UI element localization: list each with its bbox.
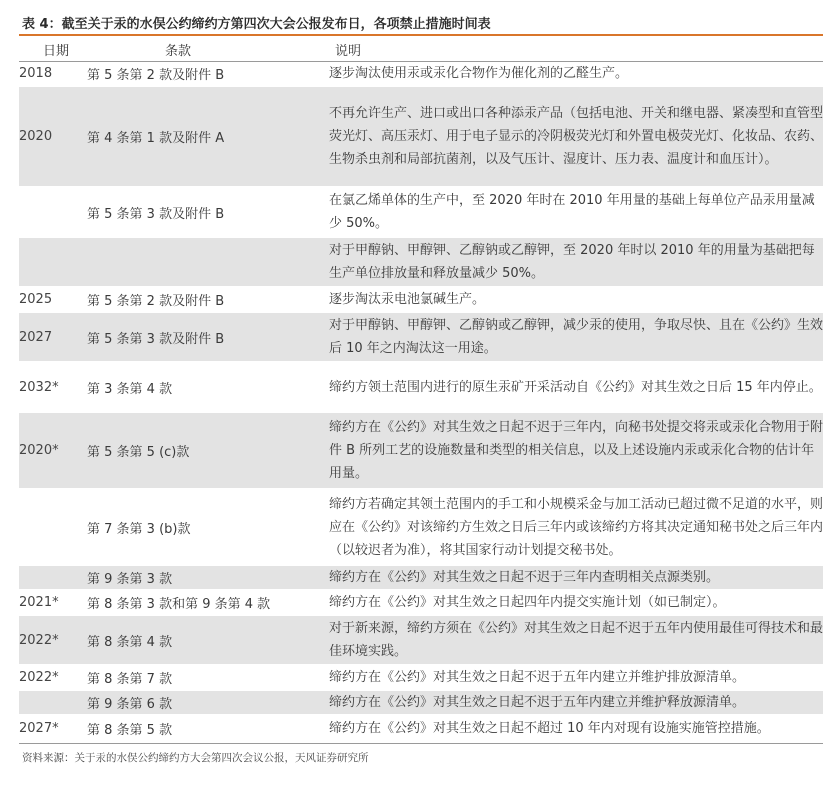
header-description: 说明 [329,37,823,62]
table-row [19,312,823,362]
cell-description: 缔约方领土范围内进行的原生汞矿开采活动自《公约》对其生效之日后 15 年内停止。 [329,362,823,412]
cell-description: 缔约方若确定其领土范围内的手工和小规模采金与加工活动已超过微不足道的水平，则应在《公约》对该缔约方生效之日后三年内或该缔约方将其决定通知秘书处之后三年内（以较迟者为准），将其国家行动计划提交秘书处。 [329,489,823,565]
cell-description: 缔约方在《公约》对其生效之日起不超过 10 年内对现有设施实施管控措施。 [329,715,823,740]
cell-date: 2022* [19,665,87,690]
table-row [19,237,823,287]
cell-description: 对于新来源，缔约方须在《公约》对其生效之日起不迟于五年内使用最佳可得技术和最佳环境实践。 [329,615,823,665]
cell-clause: 第 8 条第 7 款 [87,665,329,690]
table-body [19,62,823,741]
title-rule [19,34,823,36]
cell-clause: 第 5 条第 3 款及附件 B [87,312,329,362]
cell-description: 缔约方在《公约》对其生效之日起不迟于五年内建立并维护排放源清单。 [329,665,823,690]
table-row [19,565,823,590]
table-row [19,665,823,690]
cell-description: 缔约方在《公约》对其生效之日起不迟于三年内查明相关点源类别。 [329,565,823,590]
cell-clause: 第 7 条第 3 (b)款 [87,489,329,565]
cell-clause: 第 4 条第 1 款及附件 A [87,86,329,187]
cell-date: 2018 [19,66,53,81]
source-note: 资料来源：关于汞的水俣公约缔约方大会第四次会议公报，天风证券研究所 [22,752,369,764]
table-title: 表 4：截至关于汞的水俣公约缔约方第四次大会公报发布日，各项禁止措施时间表 [22,17,491,32]
header-date: 日期 [19,37,87,62]
table-bottom-rule [19,743,823,744]
cell-clause: 第 5 条第 2 款及附件 B [87,287,329,312]
header-row [19,37,823,62]
cell-description: 逐步淘汰使用汞或汞化合物作为催化剂的乙醛生产。 [329,66,629,81]
cell-description: 对于甲醇钠、甲醇钾、乙醇钠或乙醇钾，至 2020 年时以 2010 年的用量为基础把每生产单位排放量和释放量减少 50%。 [329,237,823,287]
cell-clause: 第 9 条第 6 款 [87,690,329,715]
cell-date: 2027* [19,715,87,740]
cell-date: 2025 [19,287,87,312]
table-row [19,489,823,565]
cell-clause: 第 8 条第 5 款 [87,715,329,740]
cell-date: 2032* [19,362,87,412]
cell-clause: 第 8 条第 3 款和第 9 条第 4 款 [87,590,329,615]
table-row [19,287,823,312]
cell-clause: 第 9 条第 3 款 [87,565,329,590]
table-row [19,412,823,489]
table-row [19,86,823,187]
cell-clause: 第 5 条第 2 款及附件 B [87,68,225,83]
cell-date: 2027 [19,312,87,362]
cell-date [19,237,87,287]
cell-clause: 第 5 条第 3 款及附件 B [87,187,329,237]
table-row [19,362,823,412]
table-row [19,62,823,87]
cell-date: 2020 [19,86,87,187]
cell-clause: 第 8 条第 4 款 [87,615,329,665]
table-row [19,715,823,740]
header-clause: 条款 [87,37,329,62]
cell-clause: 第 5 条第 5 (c)款 [87,412,329,489]
table-row [19,690,823,715]
table-row [19,187,823,237]
cell-description: 缔约方在《公约》对其生效之日起四年内提交实施计划（如已制定）。 [329,590,823,615]
cell-description: 不再允许生产、进口或出口各种添汞产品（包括电池、开关和继电器、紧凑型和直管型荧光灯、高压汞灯、用于电子显示的冷阴极荧光灯和外置电极荧光灯、化妆品、农药、生物杀虫剂和局部抗菌剂，以及气压计、湿度计、压力表、温度计和血压计）。 [329,86,823,187]
cell-date: 2020* [19,412,87,489]
cell-date: 2022* [19,615,87,665]
cell-clause [87,237,329,287]
mercury-measures-table [19,37,823,740]
cell-description: 逐步淘汰汞电池氯碱生产。 [329,287,823,312]
cell-description: 缔约方在《公约》对其生效之日起不迟于五年内建立并维护释放源清单。 [329,690,823,715]
cell-date: 2021* [19,590,87,615]
cell-date [19,565,87,590]
cell-description: 缔约方在《公约》对其生效之日起不迟于三年内，向秘书处提交将汞或汞化合物用于附件 B 所列工艺的设施数量和类型的相关信息，以及上述设施内汞或汞化合物的估计年用量。 [329,412,823,489]
table-row [19,615,823,665]
cell-date [19,690,87,715]
cell-description: 对于甲醇钠、甲醇钾、乙醇钠或乙醇钾，减少汞的使用，争取尽快、且在《公约》生效后 10 年之内淘汰这一用途。 [329,312,823,362]
cell-description: 在氯乙烯单体的生产中，至 2020 年时在 2010 年用量的基础上每单位产品汞用量减少 50%。 [329,187,823,237]
table-row [19,590,823,615]
cell-date [19,489,87,565]
cell-date [19,187,87,237]
cell-clause: 第 3 条第 4 款 [87,362,329,412]
